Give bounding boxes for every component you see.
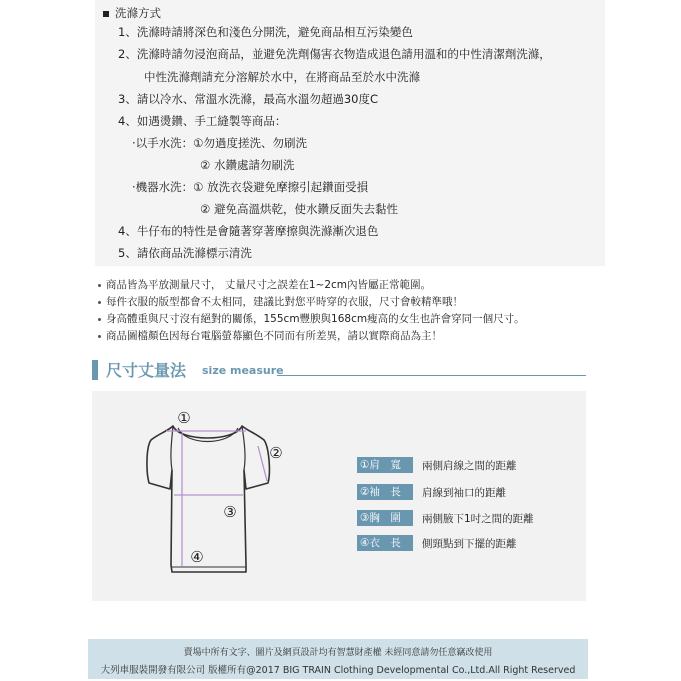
washing-line: 中性洗滌劑請充分溶解於水中，在將商品至於水中洗滌 bbox=[144, 70, 420, 84]
note-item: 每件衣服的版型都會不太相同，建議比對您平時穿的衣服，尺寸會較精準哦！ bbox=[98, 294, 598, 311]
note-item: 商品圖檔顏色因每台電腦螢幕顯色不同而有所差異，請以實際商品為主！ bbox=[98, 328, 598, 345]
washing-line: ‧機器水洗：① 放洗衣袋避免摩擦引起鑽面受損 bbox=[132, 180, 369, 194]
legend-desc: 側頸點到下擺的距離 bbox=[422, 538, 517, 550]
washing-line: 4、牛仔布的特性是會隨著穿著摩擦與洗滌漸次退色 bbox=[118, 224, 379, 238]
section-subtitle: size measure bbox=[202, 364, 284, 377]
washing-line: 3、請以冷水、常溫水洗滌，最高水溫勿超過30度C bbox=[118, 92, 378, 106]
legend-badge: ①肩 寬 bbox=[357, 457, 413, 473]
tshirt-outline bbox=[147, 426, 269, 572]
marker-1: ① bbox=[177, 409, 191, 427]
washing-line: 2、洗滌時請勿浸泡商品，並避免洗劑傷害衣物造成退色請用溫和的中性清潔劑洗滌， bbox=[118, 47, 551, 61]
legend-desc: 兩側肩線之間的距離 bbox=[422, 460, 517, 472]
legend-desc: 肩線到袖口的距離 bbox=[422, 487, 506, 499]
washing-line: 1、洗滌時請將深色和淺色分開洗，避免商品相互污染變色 bbox=[118, 25, 413, 39]
note-item: 商品皆為平放測量尺寸， 丈量尺寸之誤差在1~2cm內皆屬正常範圍。 bbox=[98, 277, 598, 294]
footer-notice: 賣場中所有文字、圖片及網頁設計均有智慧財產權 未經同意請勿任意竊改使用 bbox=[183, 648, 493, 658]
washing-line: ② 水鑽處請勿刷洗 bbox=[200, 158, 295, 172]
washing-line: ② 避免高溫烘乾，使水鑽反面失去黏性 bbox=[200, 202, 398, 216]
legend-badge: ②袖 長 bbox=[357, 484, 413, 500]
marker-2: ② bbox=[269, 444, 283, 462]
footer-copyright: 大列車服裝開發有限公司 版權所有@2017 BIG TRAIN Clothing Developmental Co.,Ltd.All Right Reserved bbox=[100, 665, 576, 676]
copyright-footer bbox=[88, 639, 588, 679]
washing-line: 4、如遇燙鑽、手工縫製等商品： bbox=[118, 114, 287, 128]
section-title: 尺寸丈量法 bbox=[106, 361, 187, 380]
washing-line: ‧以手水洗：①勿過度搓洗、勿刷洗 bbox=[132, 136, 307, 150]
marker-4: ④ bbox=[190, 548, 204, 566]
legend-desc: 兩側腋下1吋之間的距離 bbox=[422, 513, 534, 525]
note-item: 身高體重與尺寸沒有絕對的關係，155cm豐腴與168cm瘦高的女生也許會穿同一個尺寸。 bbox=[98, 311, 598, 328]
legend-badge: ③胸 圍 bbox=[357, 510, 413, 526]
marker-3: ③ bbox=[223, 503, 237, 521]
washing-line: 5、請依商品洗滌標示清洗 bbox=[118, 246, 252, 260]
washing-title: 洗滌方式 bbox=[103, 5, 161, 21]
legend-badge: ④衣 長 bbox=[357, 535, 413, 551]
